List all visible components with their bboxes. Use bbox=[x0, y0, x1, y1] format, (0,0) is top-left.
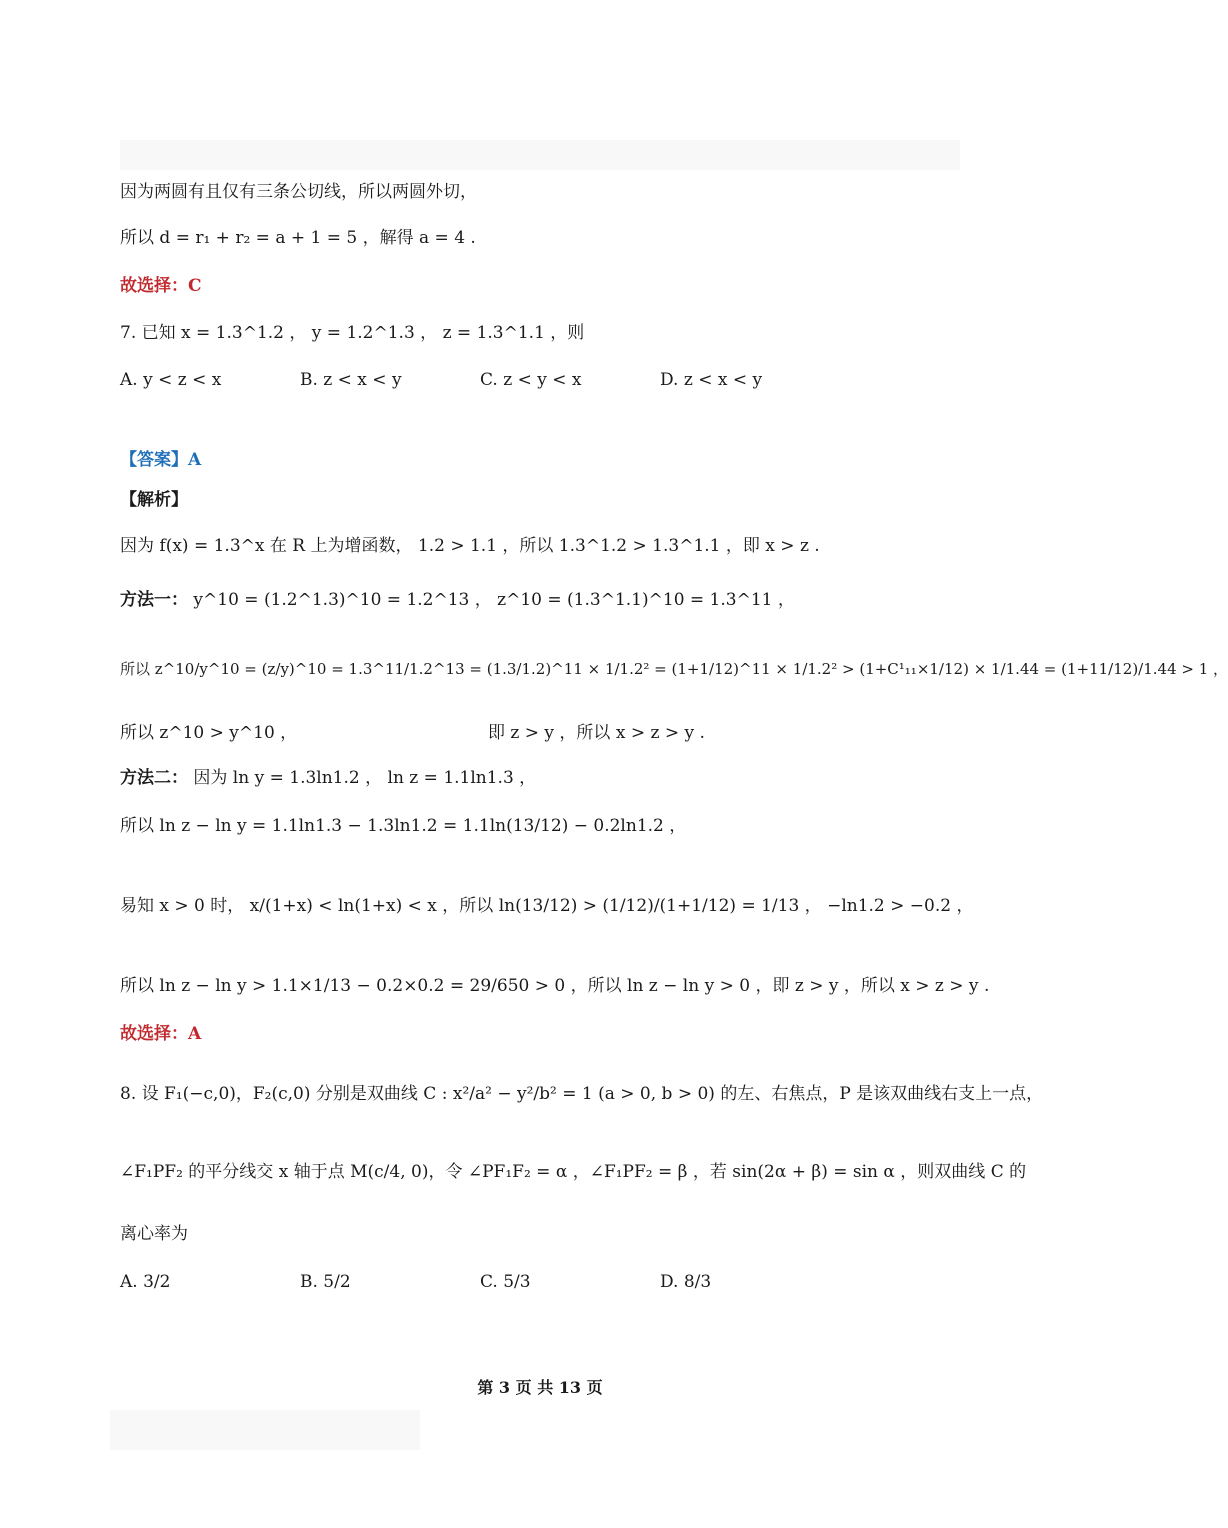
method2-label: 方法二： bbox=[120, 768, 188, 788]
q8-stem-3: 离心率为 bbox=[120, 1224, 188, 1244]
q7-method2-c: 易知 x > 0 时， x/(1+x) < ln(1+x) < x ，所以 ln(13/12) > (1/12)/(1+1/12) = 1/13 ， −ln1.2 > −0.2 ， bbox=[120, 896, 974, 916]
q7-option-d: D. z < x < y bbox=[660, 370, 763, 390]
q8-option-b: B. 5/2 bbox=[300, 1272, 351, 1292]
q8-option-d: D. 8/3 bbox=[660, 1272, 712, 1292]
q7-method2-b: 所以 ln z − ln y = 1.1ln1.3 − 1.3ln1.2 = 1.1ln(13/12) − 0.2ln1.2 ， bbox=[120, 816, 687, 836]
q7-answer: 【答案】A bbox=[120, 450, 202, 470]
q7-option-b: B. z < x < y bbox=[300, 370, 402, 390]
q7-analysis-line1: 因为 f(x) = 1.3^x 在 R 上为增函数， 1.2 > 1.1 ，所以 1.3^1.2 > 1.3^1.1 ，即 x > z . bbox=[120, 536, 820, 556]
scan-shade-top bbox=[120, 140, 960, 170]
q7-choice: 故选择：A bbox=[120, 1024, 202, 1044]
q7-method1-conclusion-right: 即 z > y ，所以 x > z > y . bbox=[488, 723, 705, 743]
q7-method2-d: 所以 ln z − ln y > 1.1×1/13 − 0.2×0.2 = 29/650 > 0 ，所以 ln z − ln y > 0 ，即 z > y ，所以 x > z > y . bbox=[120, 976, 990, 996]
q8-option-c: C. 5/3 bbox=[480, 1272, 531, 1292]
q6-choice: 故选择：C bbox=[120, 276, 202, 296]
method2-expr-a: 因为 ln y = 1.3ln1.2 ， ln z = 1.1ln1.3 ， bbox=[193, 768, 537, 788]
q7-method1-line bbox=[120, 592, 795, 609]
q6-reason: 因为两圆有且仅有三条公切线，所以两圆外切， bbox=[120, 182, 477, 202]
page-footer: 第 3 页 共 13 页 bbox=[477, 1378, 603, 1397]
q8-stem-1: 8. 设 F₁(−c,0)，F₂(c,0) 分别是双曲线 C : x²/a² − y²/b² = 1 (a > 0, b > 0) 的左、右焦点，P 是该双曲线右支上一点， bbox=[120, 1084, 1044, 1104]
q7-option-a: A. y < z < x bbox=[120, 370, 222, 390]
method1-label: 方法一： bbox=[120, 590, 188, 610]
q7-method1-chain bbox=[120, 662, 1228, 677]
method1-chain-expr: z^10/y^10 = (z/y)^10 = 1.3^11/1.2^13 = (1.3/1.2)^11 × 1/1.2² = (1+1/12)^11 × 1/1.2² > (1+C¹₁₁×1/12) × 1/1.44 = (1+11/12)/1.44 > 1 ， bbox=[154, 660, 1228, 678]
scan-shade-bottom bbox=[110, 1410, 420, 1450]
method1-expr: y^10 = (1.2^1.3)^10 = 1.2^13 ， z^10 = (1.3^1.1)^10 = 1.3^11 ， bbox=[193, 590, 795, 610]
q6-calc: 所以 d = r₁ + r₂ = a + 1 = 5 ，解得 a = 4 . bbox=[120, 228, 476, 248]
q7-analysis-title: 【解析】 bbox=[120, 490, 188, 510]
q8-stem-2: ∠F₁PF₂ 的平分线交 x 轴于点 M(c/4, 0)，令 ∠PF₁F₂ = α ，∠F₁PF₂ = β ，若 sin(2α + β) = sin α ，则双曲线 C 的 bbox=[120, 1162, 1027, 1182]
method1-chain-prefix: 所以 bbox=[120, 660, 151, 678]
q7-method1-conclusion-left: 所以 z^10 > y^10 ， bbox=[120, 723, 298, 743]
q7-option-c: C. z < y < x bbox=[480, 370, 582, 390]
q7-method2-line bbox=[120, 770, 536, 787]
q8-option-a: A. 3/2 bbox=[120, 1272, 171, 1292]
q7-stem: 7. 已知 x = 1.3^1.2 ， y = 1.2^1.3 ， z = 1.3^1.1 ，则 bbox=[120, 323, 585, 343]
